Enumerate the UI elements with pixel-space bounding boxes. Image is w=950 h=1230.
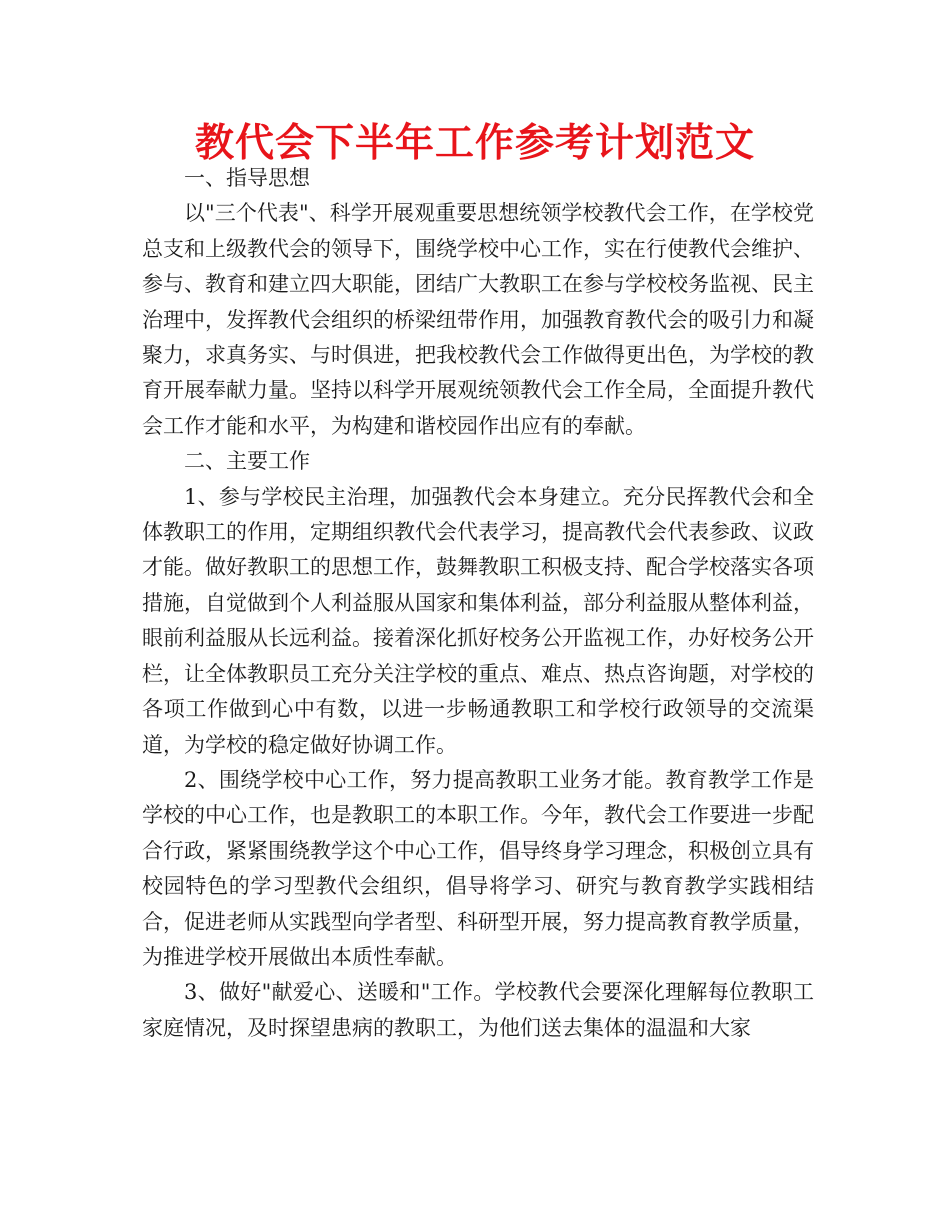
section-heading-guiding-ideology: 一、指导思想 xyxy=(184,166,310,190)
section-heading-main-work: 二、主要工作 xyxy=(184,449,310,474)
paragraph-guiding-ideology: 以"三个代表"、科学开展观重要思想统领学校教代会工作，在学校党总支和上级教代会的领导下，围绕学校中心工作，实在行使教代会维护、参与、教育和建立四大职能，团结广大教职工在参与学校校务监视、民主治理中，发挥教代会组织的桥梁纽带作用，加强教育教代会的吸引力和凝聚力，求真务实、与时俱进，把我校教代会工作做得更出色，为学校的教育开展奉献力量。坚持以科学开展观统领教代会工作全局，全面提升教代会工作才能和水平，为构建和谐校园作出应有的奉献。 xyxy=(142,201,814,438)
paragraph-item-3: 3、做好"献爱心、送暖和"工作。学校教代会要深化理解每位教职工家庭情况，及时探望患病的教职工，为他们送去集体的温温和大家 xyxy=(142,980,814,1040)
paragraph-item-2: 2、围绕学校中心工作，努力提高教职工业务才能。教育教学工作是学校的中心工作，也是教职工的本职工作。今年，教代会工作要进一步配合行政，紧紧围绕教学这个中心工作，倡导终身学习理念，积极创立具有校园特色的学习型教代会组织，倡导将学习、研究与教育教学实践相结合，促进老师从实践型向学者型、科研型开展，努力提高教育教学质量，为推进学校开展做出本质性奉献。 xyxy=(142,767,814,969)
paragraph-item-1: 1、参与学校民主治理，加强教代会本身建立。充分民挥教代会和全体教职工的作用，定期组织教代会代表学习，提高教代会代表参政、议政才能。做好教职工的思想工作，鼓舞教职工积极支持、配合学校落实各项措施，自觉做到个人利益服从国家和集体利益，部分利益服从整体利益，眼前利益服从长远利益。接着深化抓好校务公开监视工作，办好校务公开栏，让全体教职员工充分关注学校的重点、难点、热点咨询题，对学校的各项工作做到心中有数，以进一步畅通教职工和学校行政领导的交流渠道，为学校的稳定做好协调工作。 xyxy=(142,484,814,757)
document-body xyxy=(142,161,814,1046)
document-title: 教代会下半年工作参考计划范文 xyxy=(194,121,755,166)
